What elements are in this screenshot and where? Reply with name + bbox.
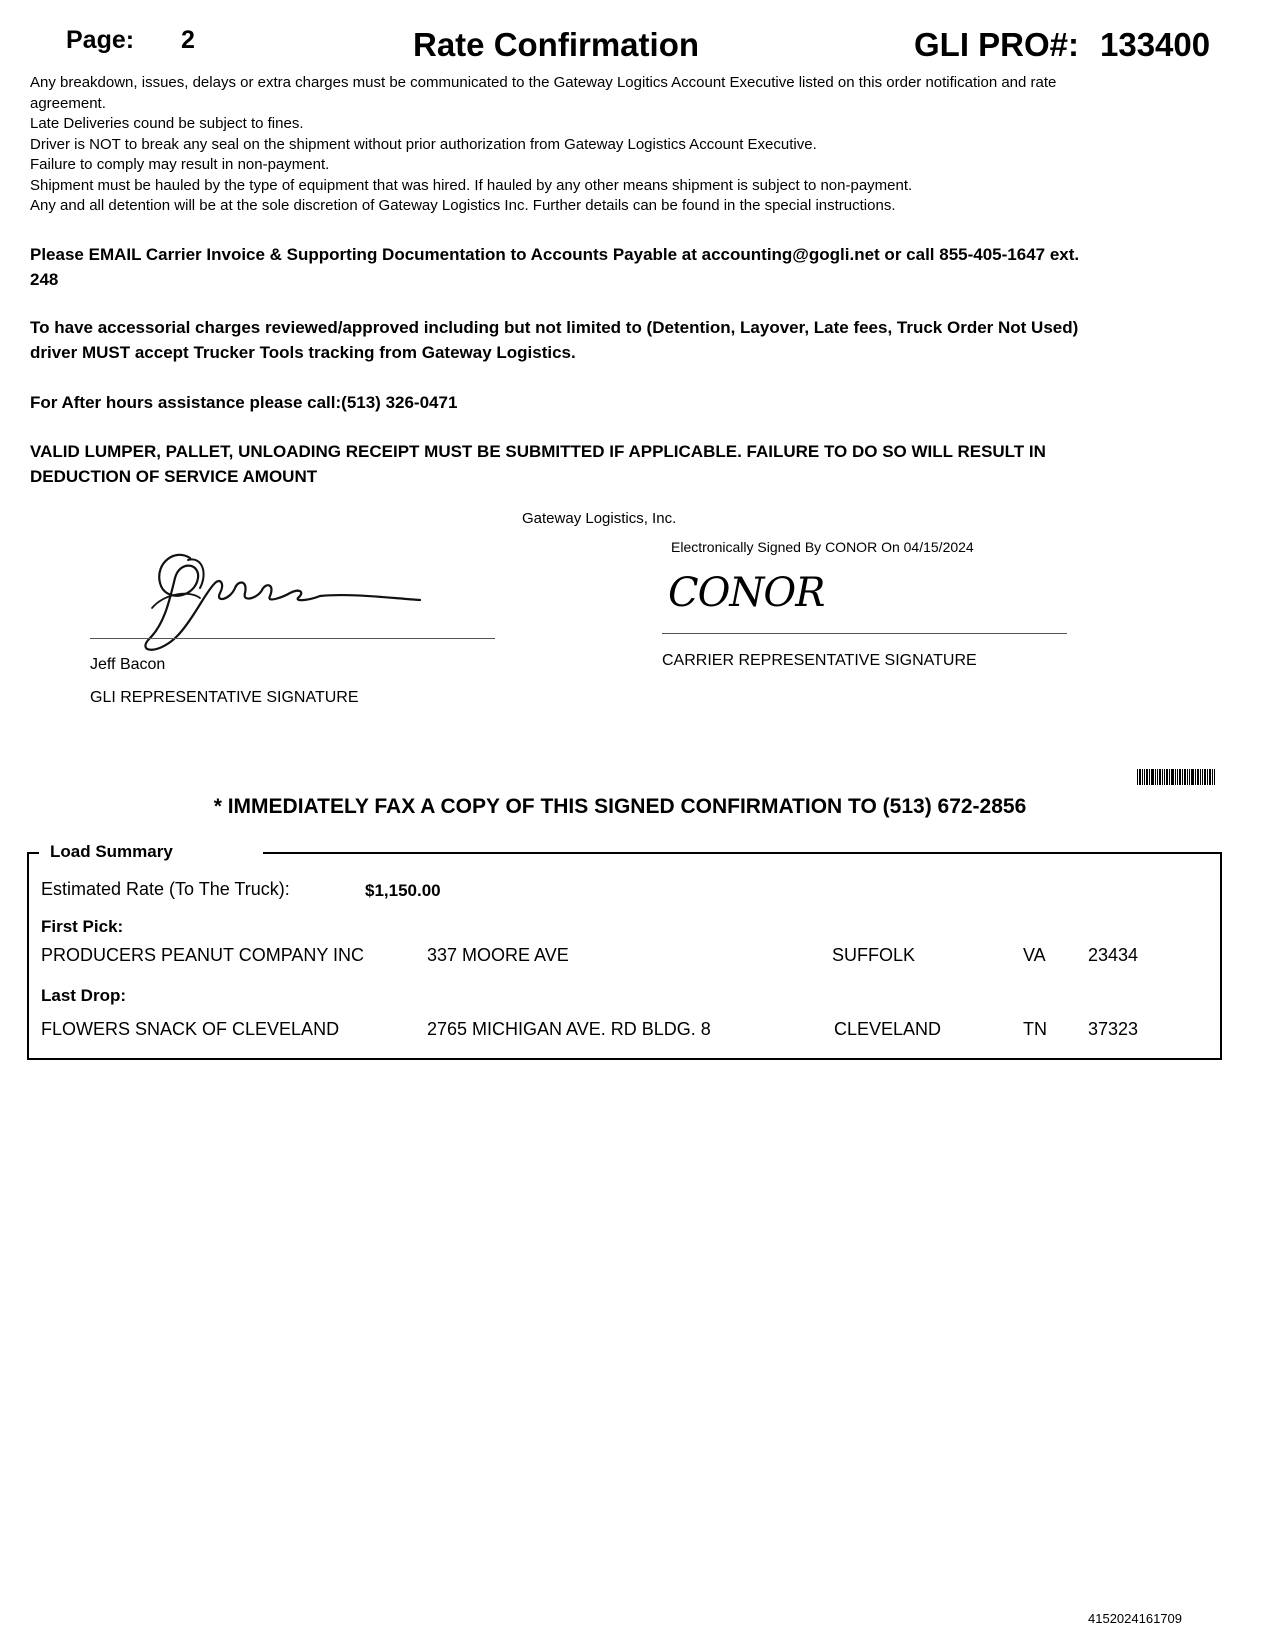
- first-pick-name: PRODUCERS PEANUT COMPANY INC: [41, 945, 365, 965]
- last-drop-address: 2765 MICHIGAN AVE. RD BLDG. 8: [427, 1019, 711, 1039]
- pro-number: 133400: [1100, 26, 1211, 63]
- notice-line: Any breakdown, issues, delays or extra charges must be communicated to the Gateway Logitics Account Executive listed on this order notification and rate agreement.: [30, 74, 1057, 112]
- first-pick-city: SUFFOLK: [832, 945, 916, 965]
- rate-value: $1,150.00: [365, 881, 441, 900]
- notice-line: Shipment must be hauled by the type of equipment that was hired. If hauled by any other means shipment is subject to non-payment.: [30, 176, 913, 194]
- gli-handwritten-signature: [120, 538, 440, 658]
- last-drop-state: TN: [1023, 1019, 1047, 1039]
- last-drop-zip: 37323: [1088, 1019, 1139, 1039]
- first-pick-state: VA: [1023, 945, 1046, 965]
- notice-line: Driver is NOT to break any seal on the shipment without prior authorization from Gateway Logistics Account Executive.: [30, 135, 817, 153]
- electronic-signature-note: Electronically Signed By CONOR On 04/15/2024: [671, 539, 974, 555]
- accessorial-instruction: To have accessorial charges reviewed/approved including but not limited to (Detention, Layover, Late fees, Truck Order Not Used) driver MUST accept Trucker Tools tracking from Gateway Logistics.: [30, 318, 1079, 362]
- notices-block: [30, 73, 1090, 217]
- pro-number-label: GLI PRO#:: [914, 26, 1080, 63]
- first-pick-label: First Pick:: [41, 917, 124, 936]
- lumper-instruction: VALID LUMPER, PALLET, UNLOADING RECEIPT MUST BE SUBMITTED IF APPLICABLE. FAILURE TO DO SO WILL RESULT IN DEDUCTION OF SERVICE AMOUNT: [30, 442, 1046, 486]
- document-title: Rate Confirmation: [413, 26, 700, 63]
- notice-line: Any and all detention will be at the sole discretion of Gateway Logistics Inc. Further details can be found in the special instructions.: [30, 197, 896, 214]
- load-summary-title: Load Summary: [50, 842, 173, 861]
- carrier-rep-caption: CARRIER REPRESENTATIVE SIGNATURE: [662, 652, 977, 669]
- notice-line: Late Deliveries cound be subject to fines.: [30, 115, 304, 132]
- notice-line: Failure to comply may result in non-payment.: [30, 156, 330, 173]
- gli-signature-line: [90, 638, 495, 639]
- page-label: Page:: [66, 26, 135, 54]
- load-summary-border-top-right: [263, 852, 1222, 854]
- gli-rep-name: Jeff Bacon: [90, 656, 166, 673]
- after-hours-instruction: For After hours assistance please call:(513) 326-0471: [30, 393, 458, 412]
- gli-rep-caption: GLI REPRESENTATIVE SIGNATURE: [90, 689, 359, 706]
- load-summary-border-top-left: [27, 852, 39, 854]
- barcode-icon: [1137, 769, 1215, 785]
- last-drop-name: FLOWERS SNACK OF CLEVELAND: [41, 1019, 340, 1039]
- document-id: 4152024161709: [1088, 1611, 1182, 1626]
- invoice-email-instruction: Please EMAIL Carrier Invoice & Supporting Documentation to Accounts Payable at accounting@gogli.net or call 855-405-1647 ext. 248: [30, 245, 1080, 289]
- last-drop-label: Last Drop:: [41, 986, 126, 1005]
- first-pick-zip: 23434: [1088, 945, 1139, 965]
- last-drop-city: CLEVELAND: [834, 1019, 942, 1039]
- carrier-signature: CONOR: [668, 570, 825, 616]
- company-name: Gateway Logistics, Inc.: [522, 510, 677, 527]
- fax-notice: * IMMEDIATELY FAX A COPY OF THIS SIGNED CONFIRMATION TO (513) 672-2856: [213, 795, 1027, 818]
- page-number: 2: [181, 26, 195, 54]
- carrier-signature-line: [662, 633, 1067, 634]
- first-pick-address: 337 MOORE AVE: [427, 945, 569, 965]
- rate-label: Estimated Rate (To The Truck):: [41, 879, 290, 899]
